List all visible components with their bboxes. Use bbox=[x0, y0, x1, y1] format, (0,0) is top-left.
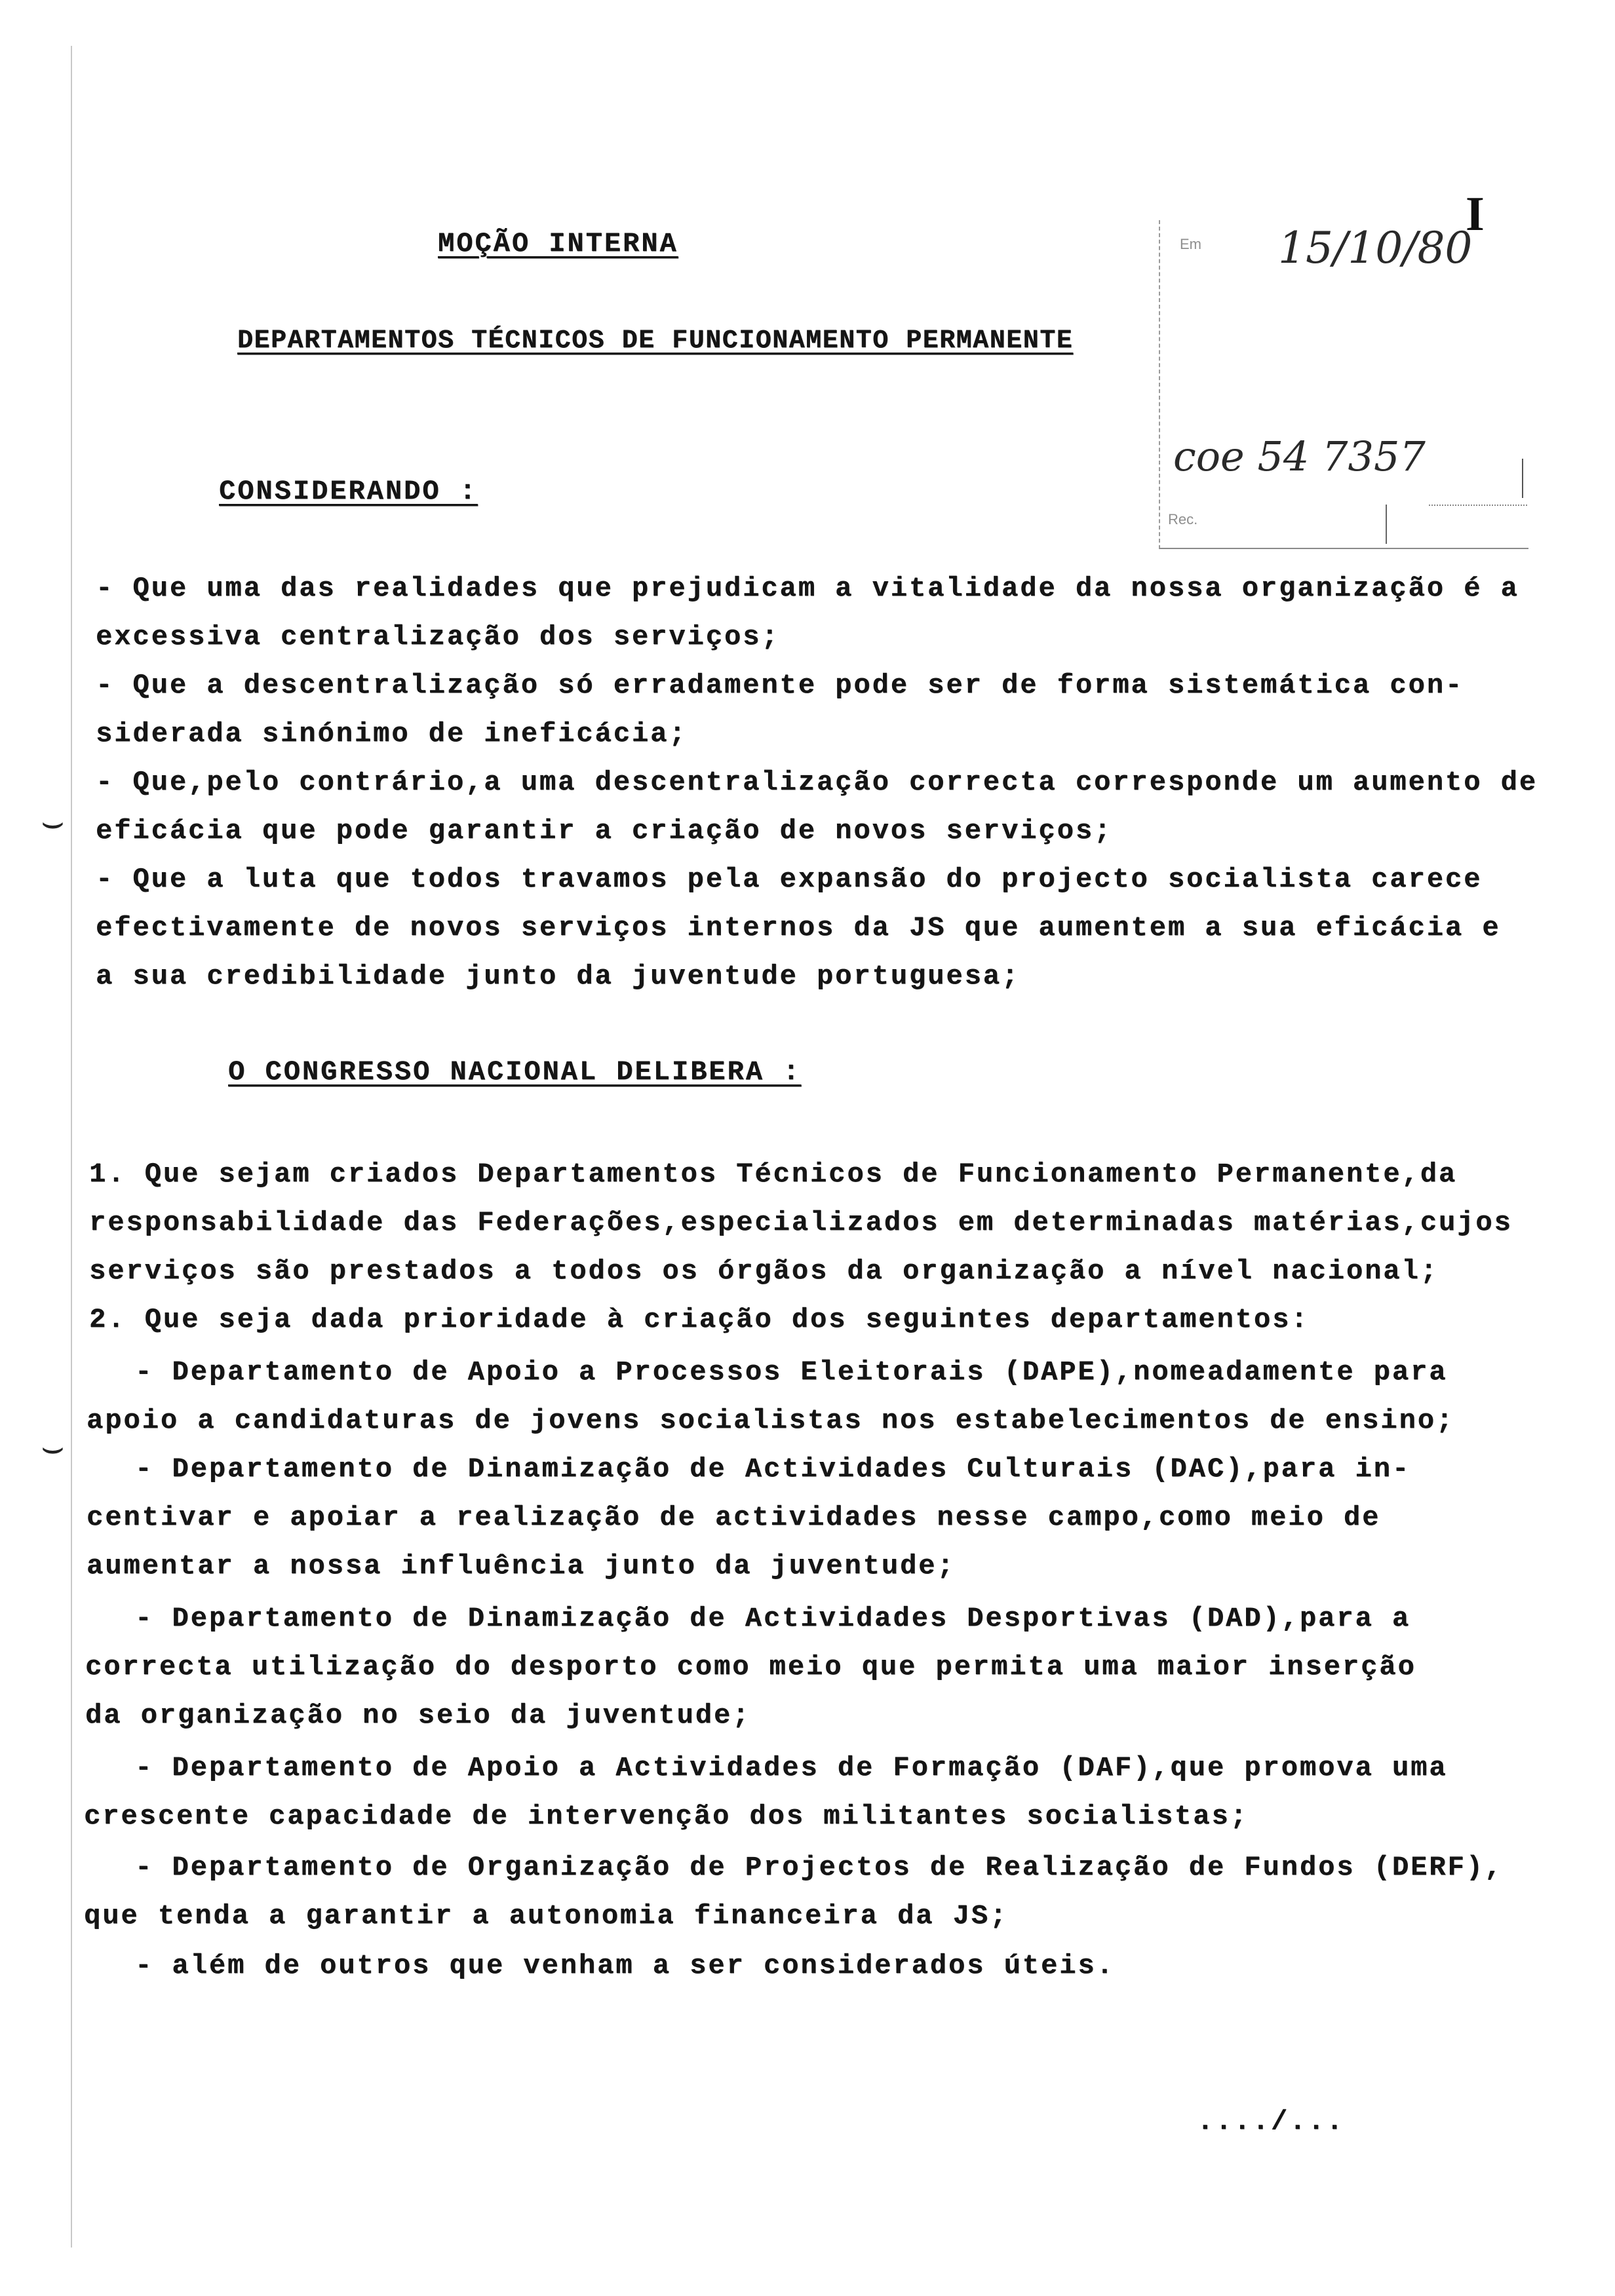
stamp-footer-label: Rec. bbox=[1168, 511, 1198, 527]
resolution-line: aumentar a nossa influência junto da juventude; bbox=[87, 1550, 956, 1582]
considering-line: eficácia que pode garantir a criação de novos serviços; bbox=[96, 815, 1113, 847]
resolution-line: - Departamento de Organização de Projectos de Realização de Fundos (DERF), bbox=[135, 1852, 1504, 1883]
considering-line: - Que a descentralização só erradamente pode ser de forma sistemática con- bbox=[96, 670, 1464, 701]
resolution-line: que tenda a garantir a autonomia financeira da JS; bbox=[84, 1900, 1009, 1932]
page-number: I bbox=[1466, 187, 1485, 241]
considering-line: efectivamente de novos serviços internos da JS que aumentem a sua eficácia e bbox=[96, 912, 1501, 944]
resolution-line: responsabilidade das Federações,especializados em determinadas matérias,cujos bbox=[89, 1207, 1513, 1238]
checkmark-icon: ⌣ bbox=[41, 803, 65, 845]
stamp-received-label: Em bbox=[1180, 236, 1201, 252]
considering-line: excessiva centralização dos serviços; bbox=[96, 621, 780, 653]
document-title: MOÇÃO INTERNA bbox=[438, 228, 678, 259]
resolution-line: - além de outros que venham a ser considerados úteis. bbox=[135, 1950, 1115, 1981]
stamp-dotted-line bbox=[1429, 505, 1527, 506]
considering-line: - Que a luta que todos travamos pela expansão do projecto socialista carece bbox=[96, 864, 1483, 895]
resolution-line: - Departamento de Dinamização de Actividades Desportivas (DAD),para a bbox=[135, 1603, 1411, 1634]
resolution-line: da organização no seio da juventude; bbox=[85, 1700, 751, 1731]
resolution-line: crescente capacidade de intervenção dos militantes socialistas; bbox=[84, 1801, 1249, 1832]
considering-line: - Que,pelo contrário,a uma descentralização correcta corresponde um aumento de bbox=[96, 767, 1538, 798]
stamp-code: coe 54 7357 bbox=[1173, 432, 1426, 480]
stamp-tick-mark bbox=[1386, 505, 1387, 544]
document-subtitle: DEPARTAMENTOS TÉCNICOS DE FUNCIONAMENTO PERMANENTE bbox=[237, 326, 1074, 356]
checkmark-icon: ⌣ bbox=[41, 1428, 65, 1470]
continuation-marker: ..../... bbox=[1197, 2106, 1345, 2137]
resolution-line: 2. Que seja dada prioridade à criação dos seguintes departamentos: bbox=[89, 1304, 1310, 1335]
considering-line: - Que uma das realidades que prejudicam a vitalidade da nossa organização é a bbox=[96, 573, 1519, 604]
resolution-line: - Departamento de Apoio a Processos Eleitorais (DAPE),nomeadamente para bbox=[135, 1356, 1448, 1388]
resolution-heading: O CONGRESSO NACIONAL DELIBERA : bbox=[228, 1056, 802, 1088]
resolution-line: 1. Que sejam criados Departamentos Técnicos de Funcionamento Permanente,da bbox=[89, 1158, 1458, 1190]
stamp-tick-mark bbox=[1522, 459, 1523, 498]
resolution-line: serviços são prestados a todos os órgãos da organização a nível nacional; bbox=[89, 1255, 1439, 1287]
considering-line: siderada sinónimo de ineficácia; bbox=[96, 718, 688, 750]
considering-line: a sua credibilidade junto da juventude portuguesa; bbox=[96, 961, 1021, 992]
left-margin-rule bbox=[71, 46, 72, 2248]
resolution-line: correcta utilização do desporto como meio que permita uma maior inserção bbox=[85, 1651, 1416, 1683]
considering-heading: CONSIDERANDO : bbox=[219, 476, 478, 507]
resolution-line: - Departamento de Dinamização de Actividades Culturais (DAC),para in- bbox=[135, 1453, 1411, 1485]
resolution-line: apoio a candidaturas de jovens socialistas nos estabelecimentos de ensino; bbox=[87, 1405, 1455, 1436]
resolution-line: centivar e apoiar a realização de actividades nesse campo,como meio de bbox=[87, 1502, 1381, 1533]
resolution-line: - Departamento de Apoio a Actividades de Formação (DAF),que promova uma bbox=[135, 1752, 1448, 1784]
stamp-date: 15/10/80 bbox=[1278, 223, 1473, 273]
